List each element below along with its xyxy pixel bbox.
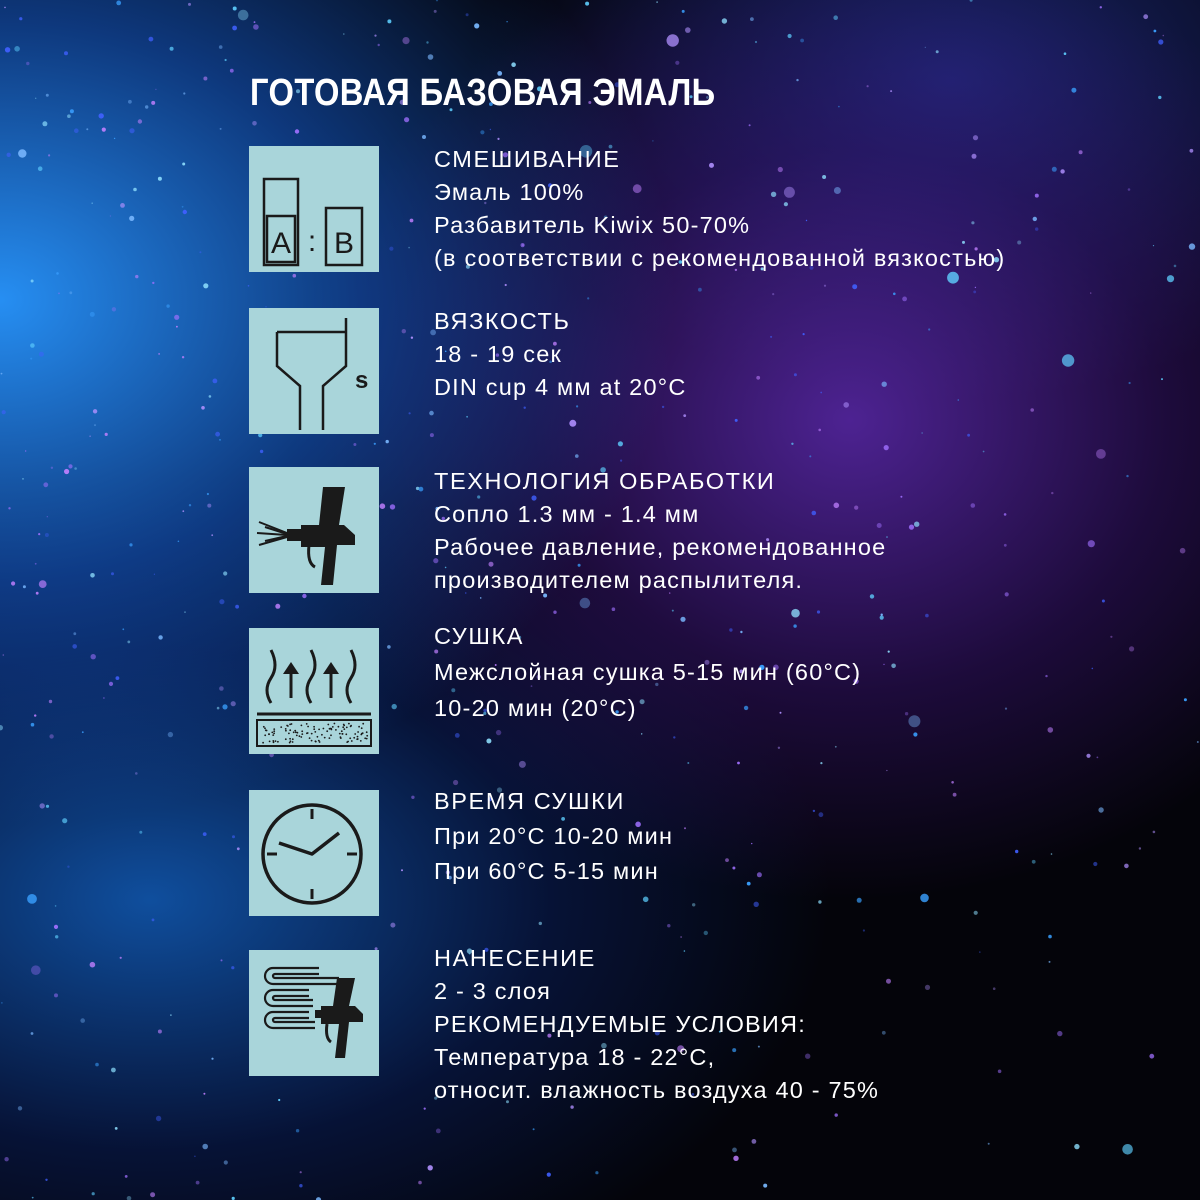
clock-icon [249, 790, 379, 916]
section-line: Сопло 1.3 мм - 1.4 мм [434, 501, 700, 527]
spray-text [434, 465, 886, 597]
section-line: При 60°С 5-15 мин [434, 858, 659, 884]
section-heading: ВЯЗКОСТЬ [434, 308, 571, 334]
section-heading: НАНЕСЕНИЕ [434, 945, 596, 971]
drying-time-text [434, 785, 673, 888]
page-title: ГОТОВАЯ БАЗОВАЯ ЭМАЛЬ [250, 72, 716, 114]
mixing-label-b: B [333, 227, 355, 260]
mixing-label-a: A [270, 227, 292, 260]
spray-gun-icon [249, 467, 379, 593]
section-line: относит. влажность воздуха 40 - 75% [434, 1077, 880, 1103]
section-line: (в соответствии с рекомендованной вязкостью) [434, 245, 1006, 271]
mixing-text [434, 143, 1005, 275]
section-line: производителем распылителя. [434, 567, 804, 593]
section-line: Эмаль 100% [434, 179, 585, 205]
section-line: При 20°С 10-20 мин [434, 823, 674, 849]
section-heading: ТЕХНОЛОГИЯ ОБРАБОТКИ [434, 468, 776, 494]
section-line: РЕКОМЕНДУЕМЫЕ УСЛОВИЯ: [434, 1011, 806, 1037]
application-layers-icon [249, 950, 379, 1076]
section-line: Межслойная сушка 5-15 мин (60°С) [434, 659, 862, 685]
section-line: Температура 18 - 22°C, [434, 1044, 716, 1070]
application-text [434, 942, 879, 1107]
section-heading: СУШКА [434, 623, 525, 649]
section-line: 10-20 мин (20°С) [434, 695, 637, 721]
section-line: Рабочее давление, рекомендованное [434, 534, 887, 560]
drying-heat-icon [249, 628, 379, 754]
viscosity-text [434, 305, 687, 404]
viscosity-seconds-label: s [355, 367, 369, 394]
section-line: Разбавитель Kiwix 50-70% [434, 212, 751, 238]
section-heading: ВРЕМЯ СУШКИ [434, 788, 625, 814]
mixing-ratio-icon [249, 146, 379, 272]
section-line: 18 - 19 сек [434, 341, 562, 367]
section-heading: СМЕШИВАНИЕ [434, 146, 621, 172]
mixing-label-sep: : [307, 225, 317, 258]
drying-text [434, 620, 861, 725]
section-line: 2 - 3 слоя [434, 978, 552, 1004]
section-line: DIN cup 4 мм at 20°C [434, 374, 687, 400]
viscosity-cup-icon [249, 308, 379, 434]
